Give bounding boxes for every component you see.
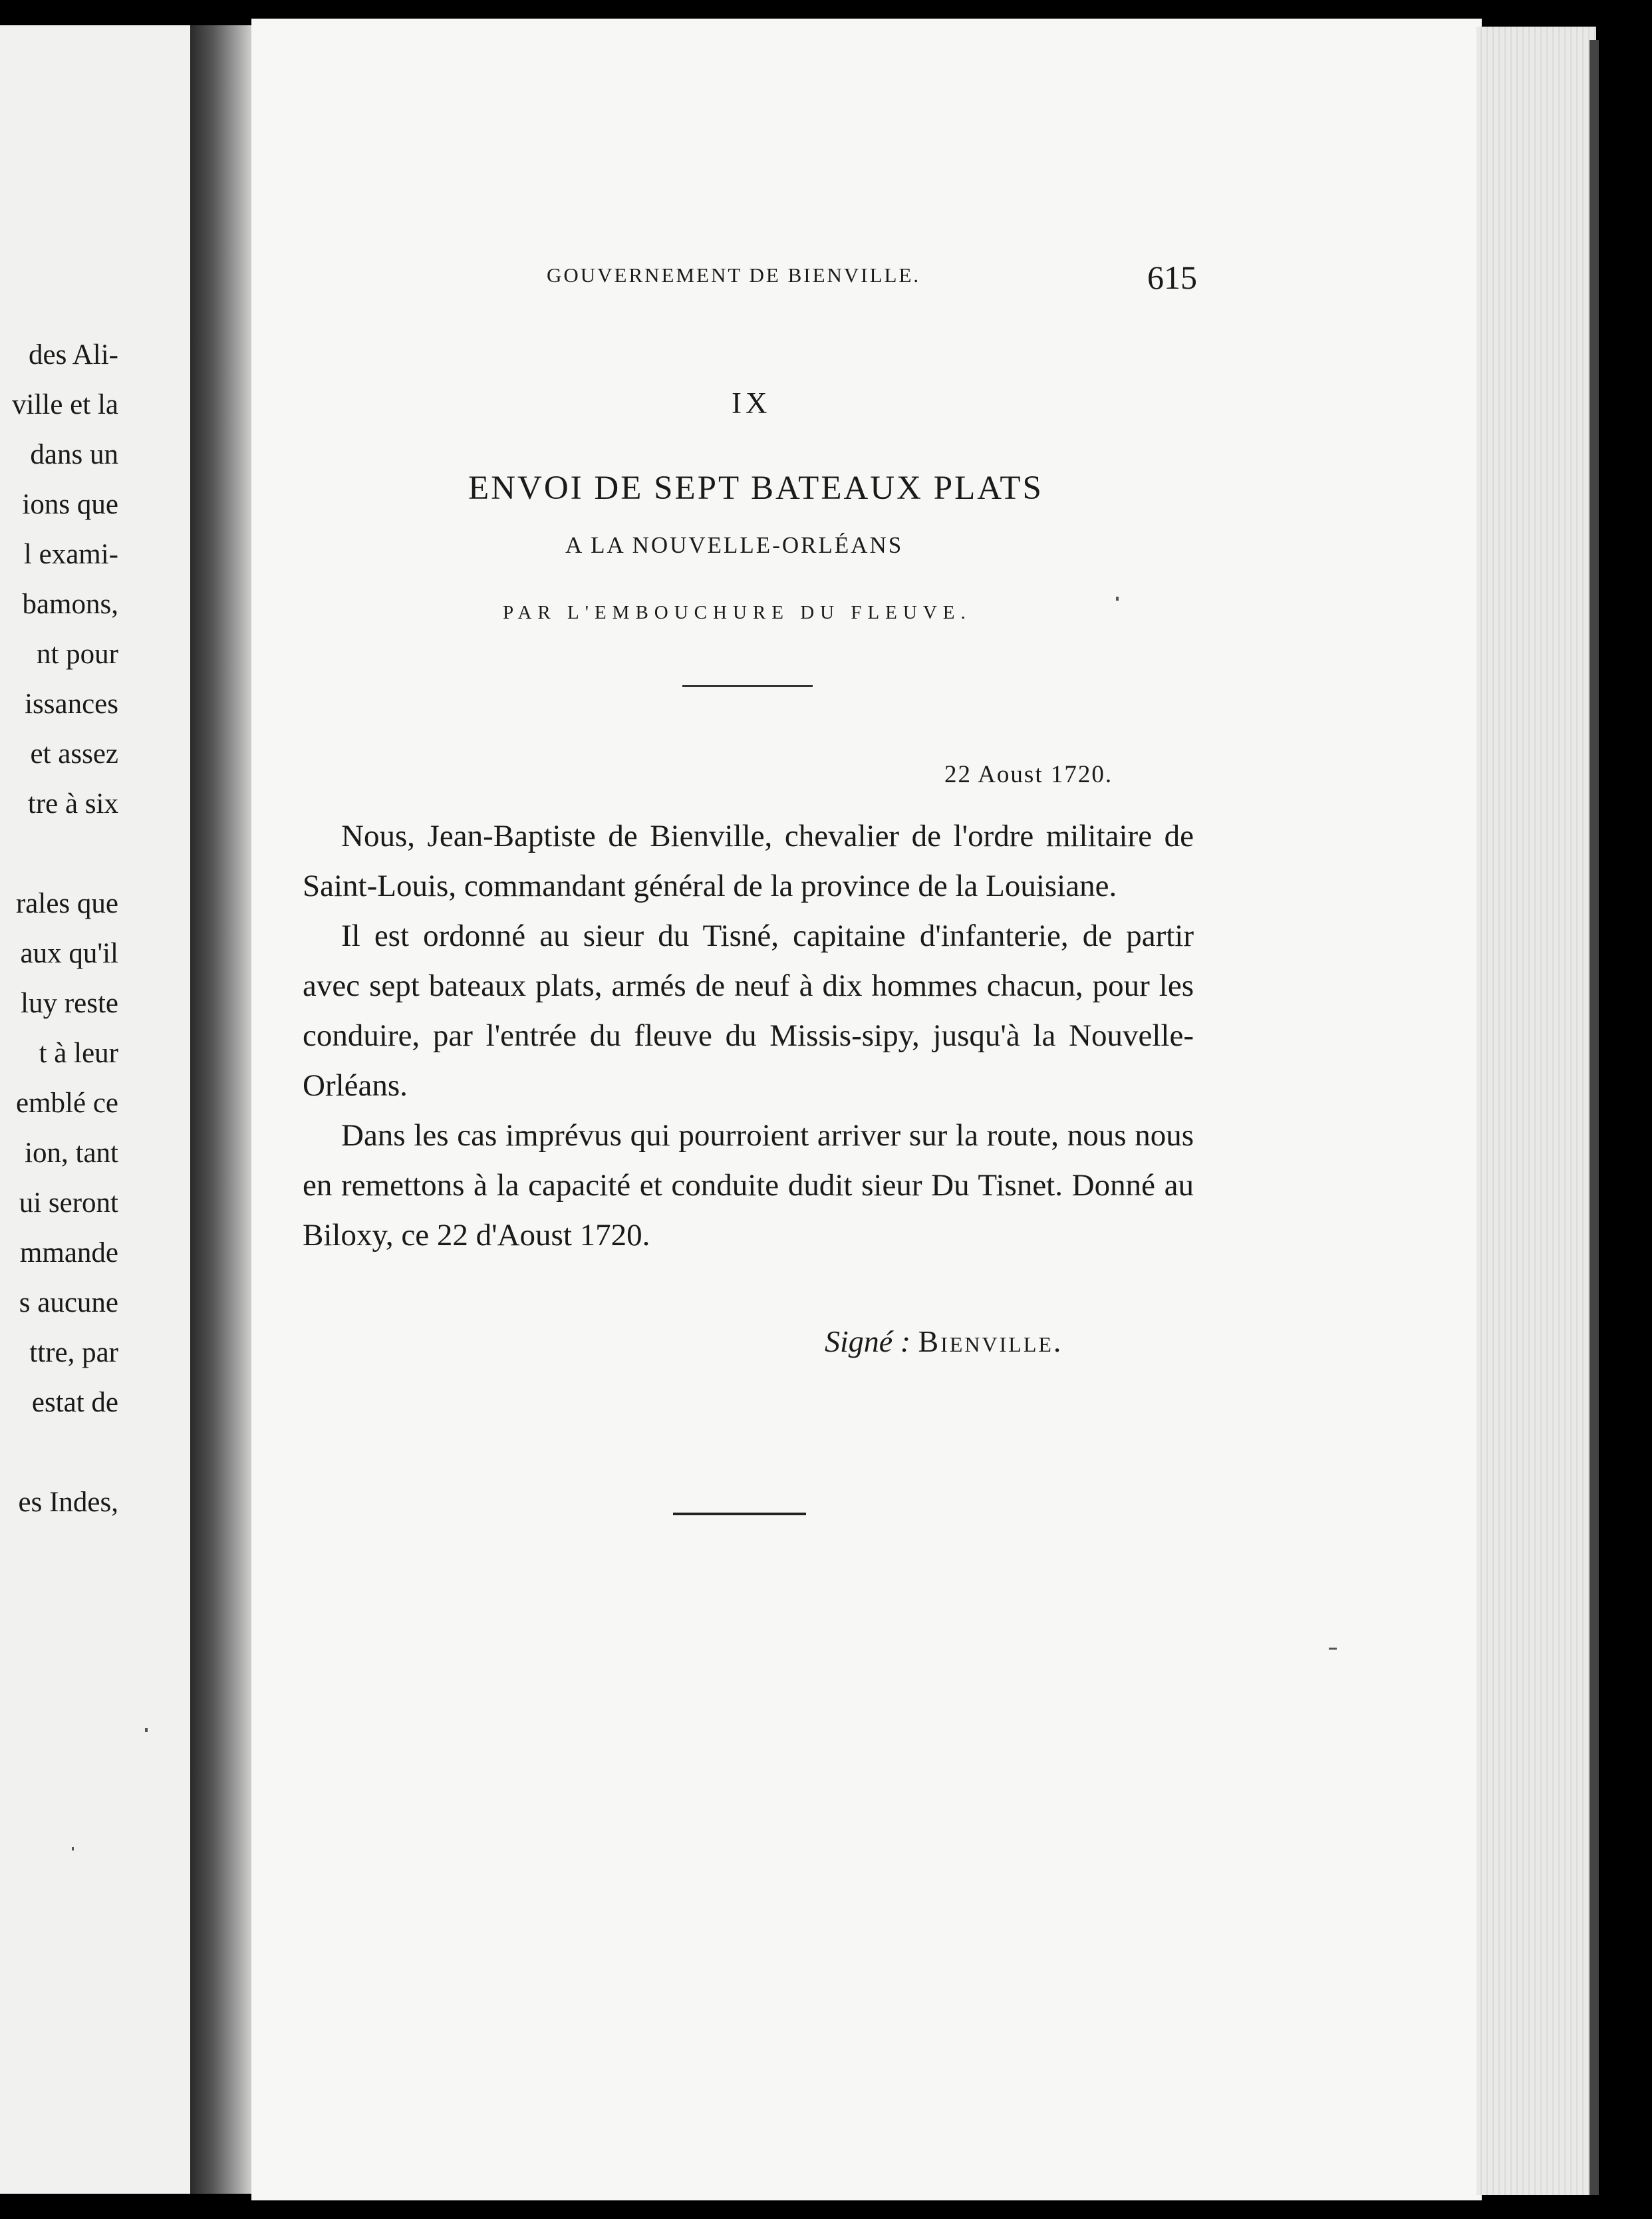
title-divider-rule (682, 685, 813, 687)
left-page-text-fragments (0, 330, 118, 1527)
document-subtitle-1: A LA NOUVELLE-ORLÉANS (565, 532, 904, 558)
left-page-line: nt pour (36, 639, 118, 670)
signature-label: Signé : (825, 1324, 911, 1358)
page-edge-stack (1476, 27, 1596, 2195)
left-page-line: emblé ce (16, 1088, 118, 1119)
page-number: 615 (1147, 259, 1197, 296)
left-page-line: luy reste (21, 988, 118, 1019)
document-title: ENVOI DE SEPT BATEAUX PLATS (468, 470, 1043, 507)
left-page-line: issances (25, 688, 118, 720)
left-page-line: ville et la (12, 389, 118, 420)
left-page-line (0, 1427, 118, 1477)
left-page-line: dans un (30, 439, 118, 470)
book-gutter-shadow (190, 25, 254, 2194)
left-page-line: ions que (22, 489, 118, 520)
print-speck (145, 1728, 148, 1732)
left-page-line: t à leur (39, 1038, 118, 1069)
print-speck (72, 1847, 74, 1850)
left-page-line: ui seront (19, 1187, 118, 1219)
paragraph-2: Il est ordonné au sieur du Tisné, capitaine d'infanterie, de partir avec sept bateaux plats, armés de neuf à dix hommes chacun, pour les conduire, par l'entrée du fleuve du Missis-sipy, jusqu'à la Nouvelle-Orléans. (303, 919, 1194, 1103)
left-page-line: rales que (15, 888, 118, 919)
left-facing-page (0, 25, 190, 2194)
section-number: IX (732, 386, 771, 420)
left-page-line: s aucune (19, 1287, 118, 1318)
left-page-line: ttre, par (29, 1337, 118, 1368)
end-divider-rule (673, 1513, 806, 1515)
left-page-line: bamons, (22, 589, 118, 620)
left-page-line: et assez (30, 738, 118, 770)
left-page-line: estat de (31, 1387, 118, 1418)
signature-name: Bienville. (918, 1324, 1063, 1358)
print-speck (1116, 597, 1119, 601)
left-page-line: aux qu'il (20, 938, 118, 969)
paragraph-3: Dans les cas imprévus qui pourroient arriver sur la route, nous nous en remettons à la capacité et conduite dudit sieur Du Tisnet. Donné au Biloxy, ce 22 d'Aoust 1720. (303, 1118, 1194, 1253)
left-page-line: l exami- (23, 539, 118, 570)
document-subtitle-2: PAR L'EMBOUCHURE DU FLEUVE. (503, 602, 972, 623)
page-edge-shadow (1589, 40, 1599, 2195)
left-page-line: mmande (19, 1237, 118, 1268)
paragraph-1: Nous, Jean-Baptiste de Bienville, chevalier de l'ordre militaire de Saint-Louis, commandant général de la province de la Louisiane. (303, 819, 1194, 903)
body-text (303, 812, 1194, 1260)
left-page-line: ion, tant (25, 1137, 118, 1169)
left-page-line: tre à six (27, 788, 118, 819)
left-page-line: des Ali- (29, 339, 118, 370)
document-date: 22 Aoust 1720. (944, 761, 1113, 788)
print-speck (1329, 1648, 1337, 1650)
running-head: GOUVERNEMENT DE BIENVILLE. (547, 263, 921, 287)
left-page-line (0, 829, 118, 879)
left-page-line: es Indes, (18, 1487, 118, 1518)
signature-line (825, 1324, 1063, 1359)
